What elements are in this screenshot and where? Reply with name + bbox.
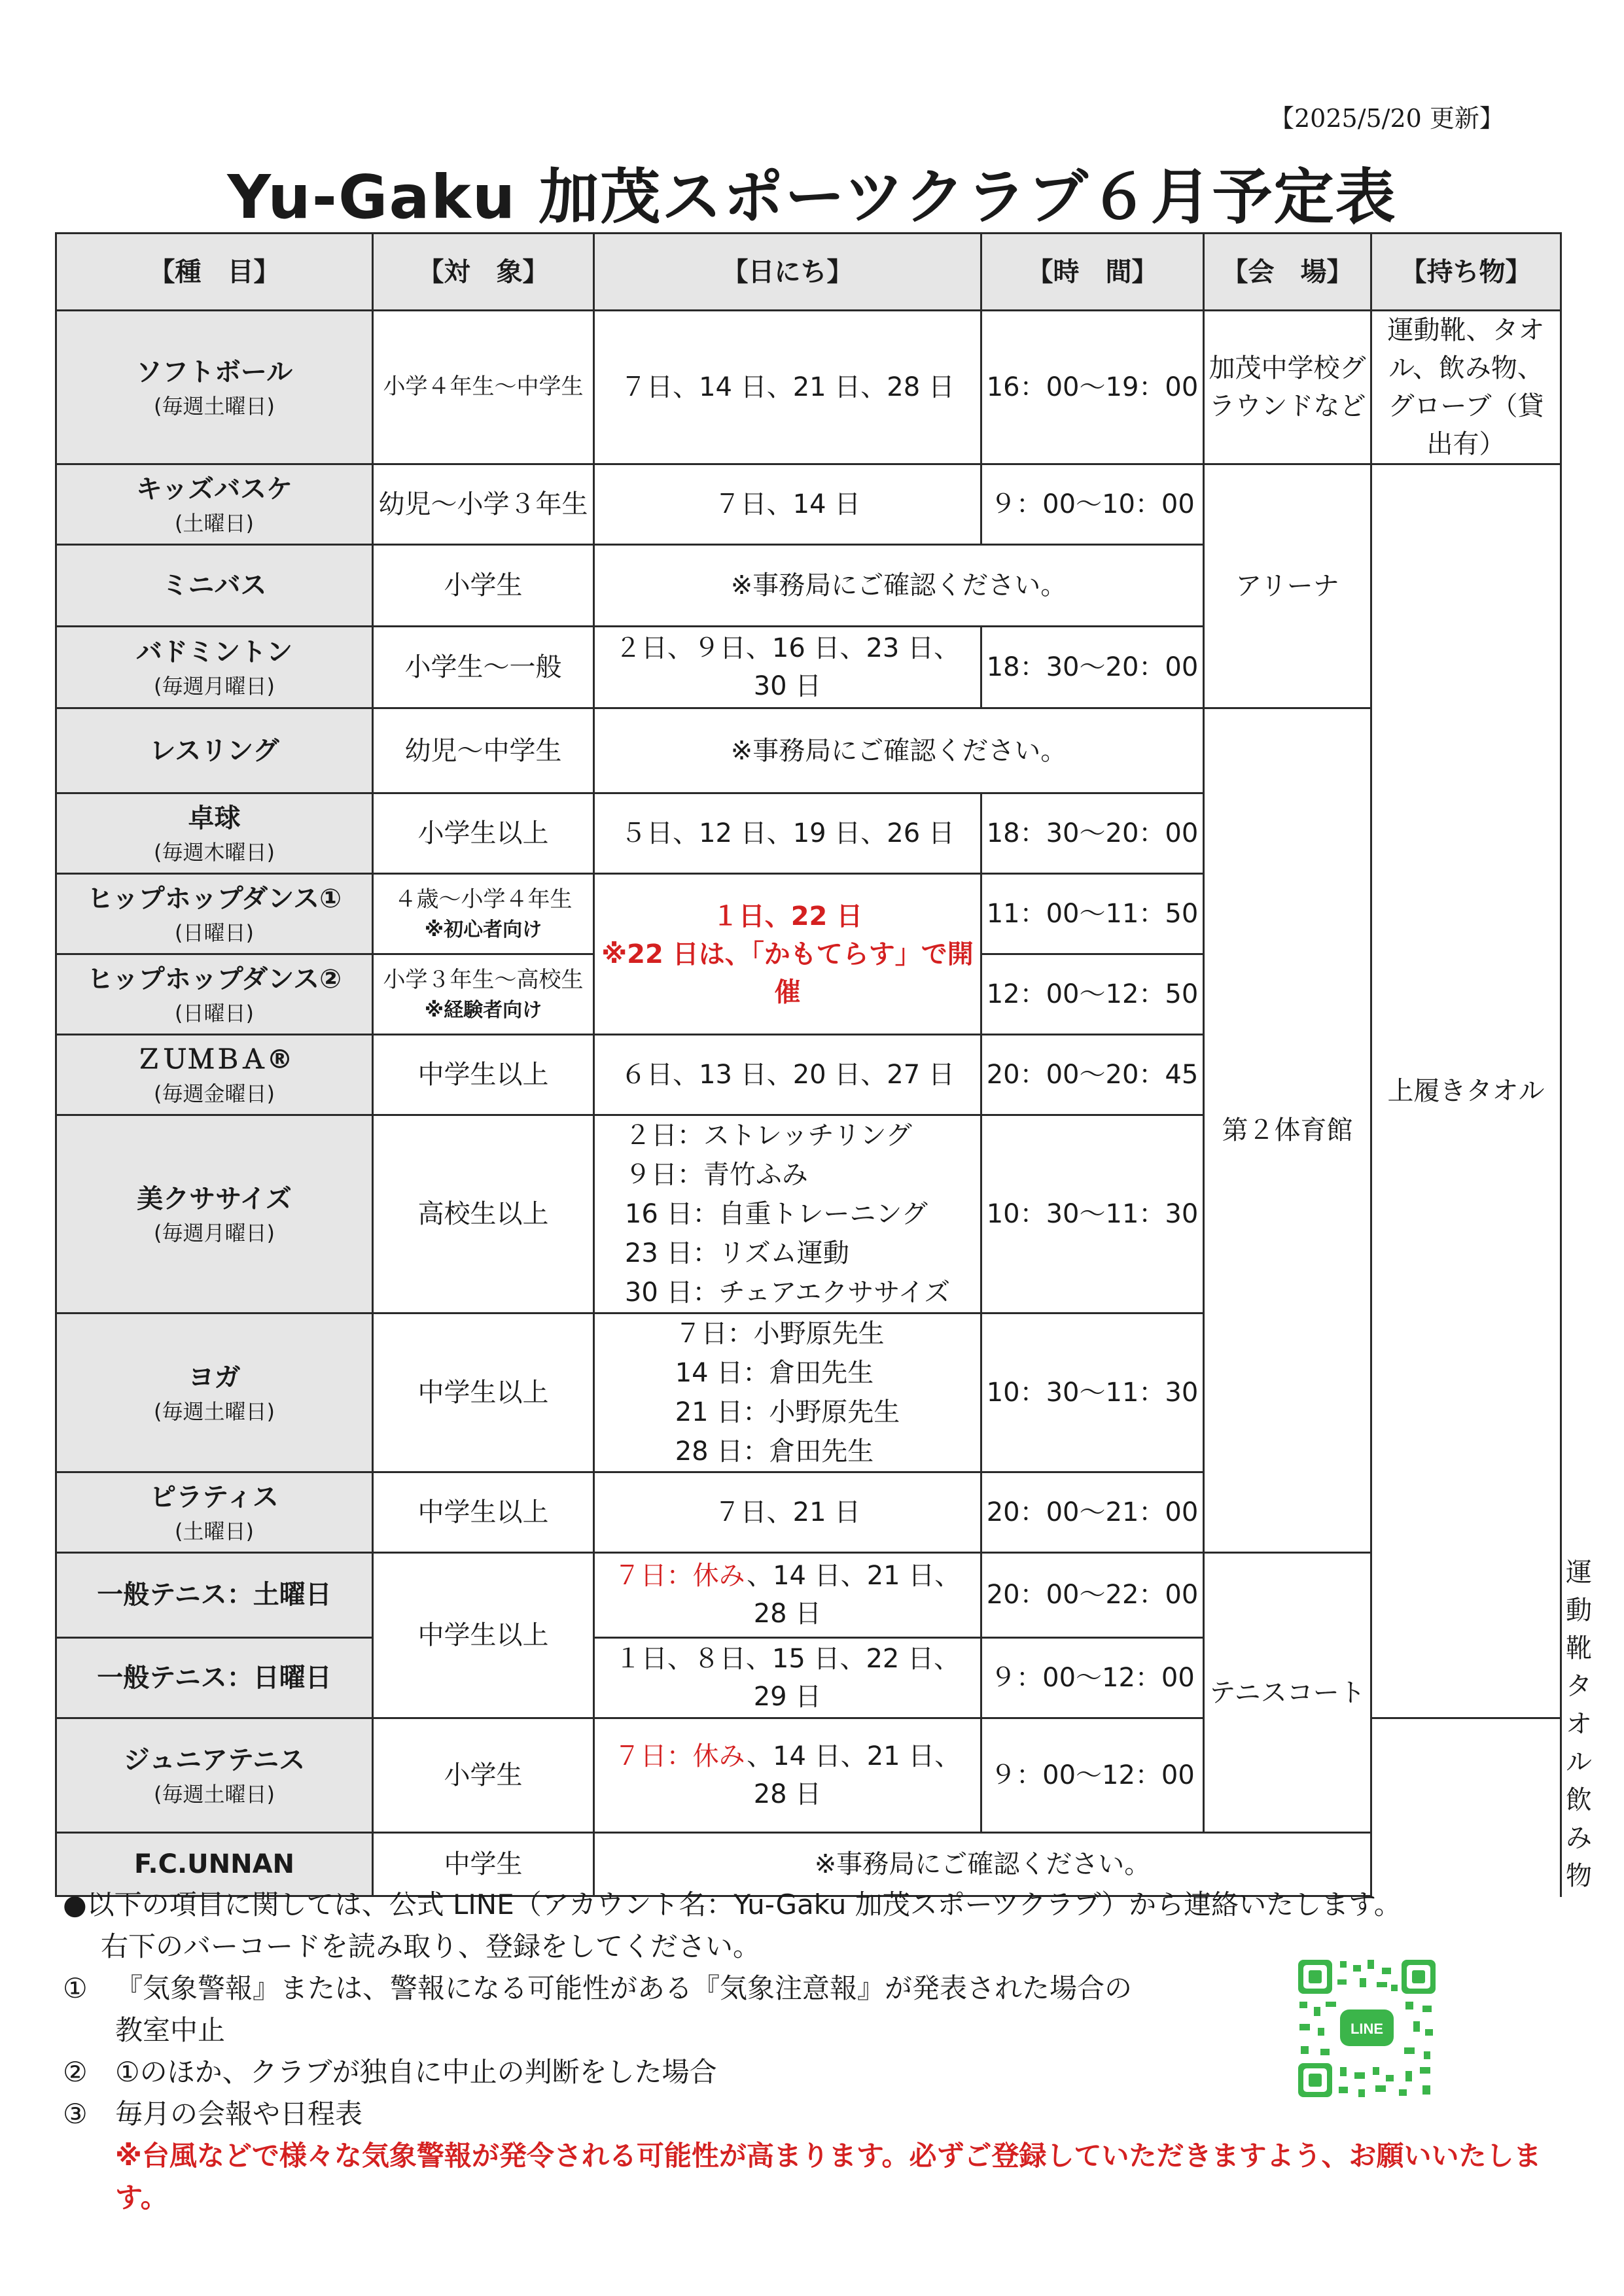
target-text: 小学３年生～高校生 bbox=[383, 966, 584, 993]
target-cell: 高校生以上 bbox=[373, 1115, 594, 1313]
dates-text: 、14 日、21 日、28 日 bbox=[747, 1741, 961, 1809]
item-text: 『気象警報』または、警報になる可能性がある『気象注意報』が発表された場合の bbox=[115, 1972, 1133, 2004]
dates-cell: ７日、21 日 bbox=[594, 1472, 981, 1553]
time-cell: 11：00～11：50 bbox=[981, 874, 1204, 954]
sport-name: レスリング bbox=[149, 735, 279, 766]
time-cell: 18：30～20：00 bbox=[981, 627, 1204, 708]
time-cell: 20：00～20：45 bbox=[981, 1035, 1204, 1115]
dates-cell: ７日、14 日、21 日、28 日 bbox=[594, 311, 981, 464]
sport-tennis-sun bbox=[56, 1637, 373, 1718]
sport-name: ミニバス bbox=[162, 570, 267, 600]
table-row bbox=[56, 464, 1561, 545]
sport-name: 一般テニス：日曜日 bbox=[97, 1662, 332, 1693]
target-cell: 小学生～一般 bbox=[373, 627, 594, 708]
line-qr-code[interactable] bbox=[1294, 1956, 1439, 2101]
sport-frequency: (毎週木曜日) bbox=[154, 839, 275, 865]
sport-frequency: (毎週土曜日) bbox=[154, 1399, 275, 1424]
qr-line-label: LINE bbox=[1350, 2021, 1384, 2037]
header-target: 【対 象】 bbox=[373, 234, 594, 311]
sport-name: 美クササイズ bbox=[137, 1183, 292, 1214]
sport-yoga bbox=[56, 1313, 373, 1472]
closed-date: ７日：休み bbox=[614, 1741, 747, 1771]
target-cell: 中学生以上 bbox=[373, 1313, 594, 1472]
venue-gym2: 第２体育館 bbox=[1204, 708, 1371, 1553]
list-item: 21 日：小野原先生 bbox=[675, 1397, 900, 1427]
sport-frequency: (毎週月曜日) bbox=[154, 1220, 275, 1245]
header-time: 【時 間】 bbox=[981, 234, 1204, 311]
table-row: 一般テニス：土曜日 中学生以上 ７日：休み、14 日、21 日、28 日 20：00～22：00 テニスコート 運動靴タオル飲み物 bbox=[56, 1553, 1561, 1638]
time-cell: 20：00～21：00 bbox=[981, 1472, 1204, 1553]
items-cell: 運動靴、タオル、飲み物、グローブ（貸出有） bbox=[1371, 311, 1561, 464]
item-text: ①のほか、クラブが独自に中止の判断をした場合 bbox=[115, 2056, 717, 2088]
sport-softball bbox=[56, 311, 373, 464]
time-cell: 10：30～11：30 bbox=[981, 1313, 1204, 1472]
page-title: Yu-Gaku 加茂スポーツクラブ６月予定表 bbox=[227, 162, 1397, 232]
dates-text: 、14 日、21 日、28 日 bbox=[747, 1561, 961, 1629]
sport-frequency: (日曜日) bbox=[175, 920, 254, 945]
list-item: 23 日：リズム運動 bbox=[624, 1238, 849, 1268]
sport-badminton bbox=[56, 627, 373, 708]
list-item: 28 日：倉田先生 bbox=[675, 1436, 874, 1467]
target-note: ※初心者向け bbox=[424, 918, 542, 941]
list-item: ９日：青竹ふみ bbox=[624, 1160, 808, 1190]
sport-name: ヒップホップダンス② bbox=[86, 964, 342, 994]
time-cell: 20：00～22：00 bbox=[981, 1553, 1204, 1638]
sport-frequency: (毎週月曜日) bbox=[154, 673, 275, 699]
sport-bikusasaizu bbox=[56, 1115, 373, 1313]
sport-name: 一般テニス：土曜日 bbox=[97, 1580, 332, 1610]
sport-name: ジュニアテニス bbox=[123, 1745, 306, 1775]
dates-cell bbox=[594, 1718, 981, 1832]
dates-cell: ２日、９日、16 日、23 日、30 日 bbox=[594, 627, 981, 708]
time-cell: 18：30～20：00 bbox=[981, 793, 1204, 874]
notes-instruction: 右下のバーコードを読み取り、登録をしてください。 bbox=[101, 1930, 761, 1962]
table-header-row bbox=[56, 234, 1561, 311]
sport-frequency: (土曜日) bbox=[175, 1518, 254, 1544]
sport-kidsbasket bbox=[56, 464, 373, 545]
item-text-cont: 教室中止 bbox=[115, 2014, 226, 2046]
sport-frequency: (毎週土曜日) bbox=[154, 1781, 275, 1807]
target-cell: 幼児～中学生 bbox=[373, 708, 594, 793]
list-item: ２日：ストレッチリング bbox=[624, 1121, 912, 1151]
sport-name: ヒップホップダンス① bbox=[86, 883, 342, 914]
target-cell bbox=[373, 874, 594, 954]
time-cell: ９：00～12：00 bbox=[981, 1718, 1204, 1832]
dates-cell: ７日、14 日 bbox=[594, 464, 981, 545]
dates-cell: ６日、13 日、20 日、27 日 bbox=[594, 1035, 981, 1115]
dates-cell-hiphop bbox=[594, 874, 981, 1035]
sport-hiphop2 bbox=[56, 954, 373, 1035]
target-cell: 中学生以上 bbox=[373, 1035, 594, 1115]
table-row bbox=[56, 311, 1561, 464]
sport-frequency: (毎週金曜日) bbox=[154, 1081, 275, 1106]
target-cell: 中学生以上 bbox=[373, 1553, 594, 1718]
table-row bbox=[56, 708, 1561, 793]
sport-name: ピラティス bbox=[150, 1482, 279, 1512]
dates-cell: ５日、12 日、19 日、26 日 bbox=[594, 793, 981, 874]
list-item: 30 日：チェアエクササイズ bbox=[624, 1278, 951, 1308]
sport-name: ソフトボール bbox=[135, 357, 293, 387]
sport-junior-tennis bbox=[56, 1718, 373, 1832]
header-sport: 【種 目】 bbox=[56, 234, 373, 311]
schedule-table bbox=[55, 232, 1592, 1897]
notes-intro: ●以下の項目に関しては、公式 LINE（アカウント名：Yu-Gaku 加茂スポーツクラブ）から連絡いたします。 bbox=[63, 1888, 1402, 1921]
dates-cell bbox=[594, 1115, 981, 1313]
sport-wrestling bbox=[56, 708, 373, 793]
header-dates: 【日にち】 bbox=[594, 234, 981, 311]
sport-tennis-sat bbox=[56, 1553, 373, 1638]
warning-text: ※台風などで様々な気象警報が発令される可能性が高まります。必ずご登録していただきますよう、お願いいたします。 bbox=[115, 2140, 1542, 2214]
item-number: ① bbox=[63, 1972, 88, 2004]
time-cell: 12：00～12：50 bbox=[981, 954, 1204, 1035]
item-text: 毎月の会報や日程表 bbox=[115, 2098, 363, 2130]
venue-cell: 加茂中学校グラウンドなど bbox=[1204, 311, 1371, 464]
target-cell: 小学４年生～中学生 bbox=[373, 311, 594, 464]
dates-cell bbox=[594, 1553, 981, 1638]
dates-cell: ※事務局にご確認ください。 bbox=[594, 708, 1204, 793]
sport-name: 卓球 bbox=[188, 803, 241, 833]
dates-cell: ※事務局にご確認ください。 bbox=[594, 545, 1204, 627]
venue-arena: アリーナ bbox=[1204, 464, 1371, 708]
sport-name: ＺＵＭＢＡ® bbox=[135, 1044, 293, 1075]
hiphop-dates: １日、22 日 bbox=[712, 901, 863, 931]
target-cell: 小学生以上 bbox=[373, 793, 594, 874]
item-number: ③ bbox=[63, 2098, 88, 2130]
sport-frequency: (日曜日) bbox=[175, 1000, 254, 1026]
target-note: ※経験者向け bbox=[424, 998, 542, 1022]
target-cell: 中学生 bbox=[373, 1833, 594, 1896]
dates-cell bbox=[594, 1313, 981, 1472]
sport-frequency: (毎週土曜日) bbox=[154, 393, 275, 419]
closed-date: ７日：休み bbox=[614, 1561, 747, 1592]
target-cell: 小学生 bbox=[373, 1718, 594, 1832]
sport-name: キッズバスケ bbox=[135, 474, 293, 504]
dates-cell: １日、８日、15 日、22 日、29 日 bbox=[594, 1637, 981, 1718]
venue-tennis: テニスコート bbox=[1204, 1553, 1371, 1833]
sport-frequency: (土曜日) bbox=[175, 510, 254, 536]
time-cell: 16：00～19：00 bbox=[981, 311, 1204, 464]
list-item: 16 日：自重トレーニング bbox=[624, 1199, 928, 1229]
hiphop-note: ※22 日は、「かもてらす」で開催 bbox=[601, 939, 974, 1007]
target-text: ４歳～小学４年生 bbox=[394, 886, 573, 913]
time-cell: ９：00～10：00 bbox=[981, 464, 1204, 545]
sport-pilates bbox=[56, 1472, 373, 1553]
sport-name: F.C.UNNAN bbox=[133, 1849, 295, 1880]
header-venue: 【会 場】 bbox=[1204, 234, 1371, 311]
list-item: ７日：小野原先生 bbox=[675, 1319, 885, 1349]
sport-hiphop1 bbox=[56, 874, 373, 954]
update-date: 【2025/5/20 更新】 bbox=[1269, 104, 1504, 133]
dates-cell: ※事務局にご確認ください。 bbox=[594, 1833, 1371, 1896]
sport-name: ヨガ bbox=[188, 1362, 241, 1393]
header-items: 【持ち物】 bbox=[1371, 234, 1561, 311]
sport-minibasket bbox=[56, 545, 373, 627]
sport-name: バドミントン bbox=[135, 636, 293, 667]
target-cell: 小学生 bbox=[373, 545, 594, 627]
items-uwabaki: 上履きタオル bbox=[1371, 464, 1561, 1718]
time-cell: 10：30～11：30 bbox=[981, 1115, 1204, 1313]
sport-zumba bbox=[56, 1035, 373, 1115]
item-number: ② bbox=[63, 2056, 88, 2088]
sport-tabletennis bbox=[56, 793, 373, 874]
target-cell: 幼児～小学３年生 bbox=[373, 464, 594, 545]
target-cell: 中学生以上 bbox=[373, 1472, 594, 1553]
time-cell: ９：00～12：00 bbox=[981, 1637, 1204, 1718]
list-item: 14 日：倉田先生 bbox=[675, 1358, 874, 1388]
target-cell bbox=[373, 954, 594, 1035]
